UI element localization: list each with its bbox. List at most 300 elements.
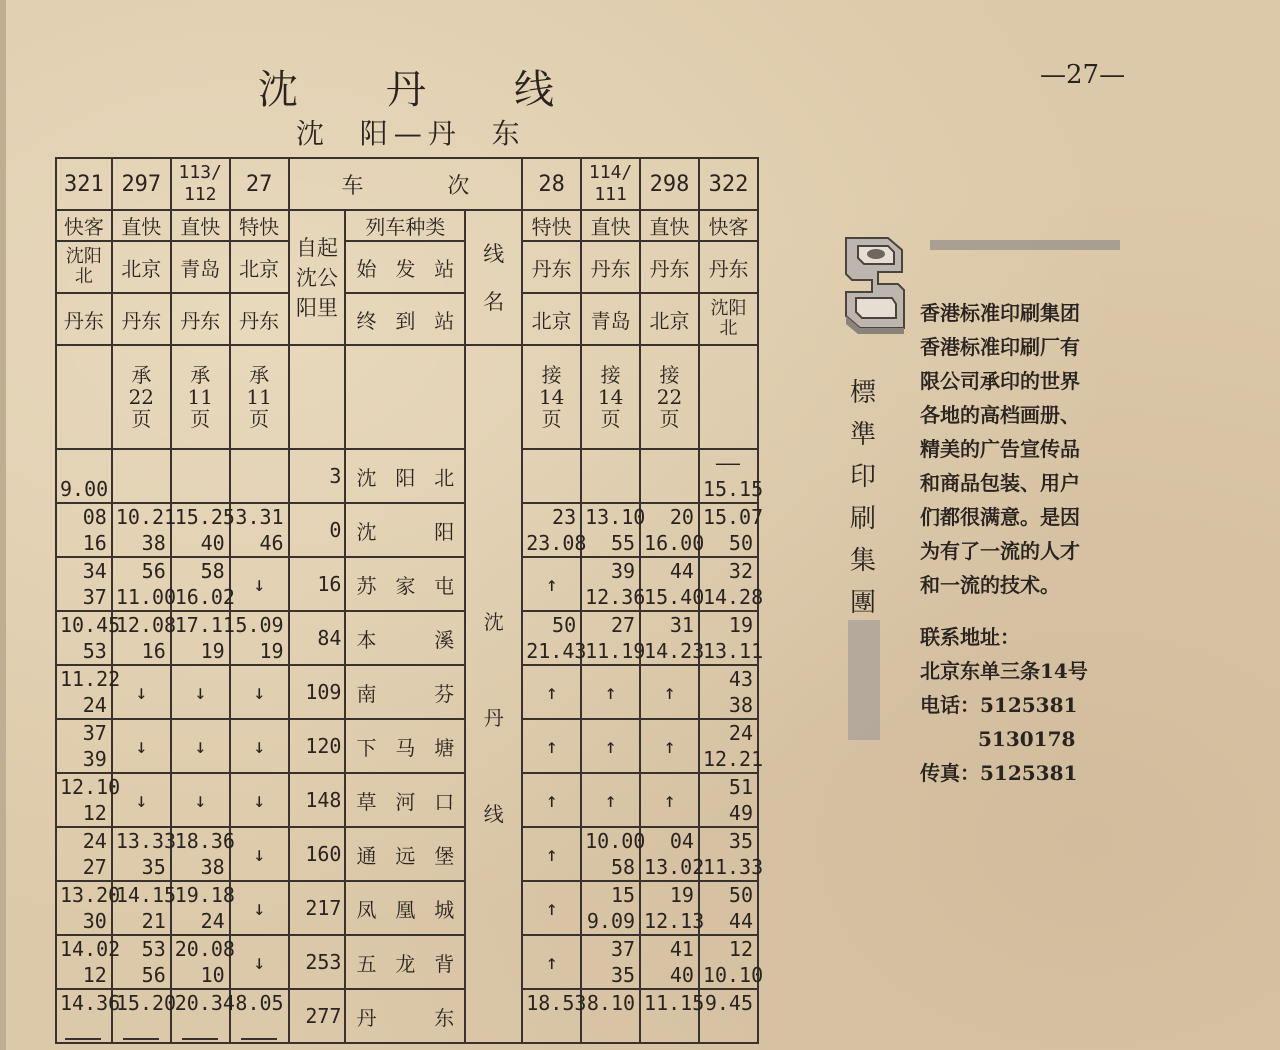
- arrival-time: 10.00: [585, 829, 646, 853]
- phone-1: 5125381: [980, 693, 1078, 717]
- arrival-time: 11.22: [60, 667, 121, 691]
- time-cell: [640, 611, 705, 665]
- departure-time: [585, 1016, 635, 1042]
- pass-through-arrow: [640, 719, 699, 773]
- pass-through-arrow: [522, 773, 581, 827]
- terminal-mark: [123, 1016, 159, 1040]
- arrow-up-icon: ↑: [545, 734, 558, 758]
- time-cell: [56, 557, 112, 611]
- departure-time: 50: [728, 531, 753, 555]
- title-char-1: 沈: [258, 67, 298, 113]
- page-reference: 承 22 页: [112, 345, 171, 449]
- arrival-time: 20: [669, 505, 694, 529]
- time-cell: [230, 989, 289, 1043]
- ad-line: 和商品包装、用户: [920, 471, 1080, 495]
- time-cell: [640, 827, 705, 881]
- pass-through-arrow: [230, 827, 289, 881]
- departure-time: 16: [82, 531, 107, 555]
- departure-time: [116, 476, 166, 502]
- arrow-down-icon: ↓: [135, 788, 148, 812]
- station-name: 丹东: [345, 989, 465, 1043]
- page-title: [258, 58, 554, 115]
- departure-time: 55: [610, 531, 636, 555]
- departure-time: 23.08: [526, 531, 587, 555]
- arrival-time: 19: [728, 613, 753, 637]
- time-cell: [699, 827, 764, 881]
- train-type: 直快: [640, 210, 699, 241]
- departure-time: [175, 476, 225, 502]
- arrow-down-icon: ↓: [253, 950, 266, 974]
- departure-time: 15.15: [702, 477, 764, 501]
- arrival-time: 17.11: [174, 613, 235, 637]
- arrival-time: 20.34: [174, 991, 235, 1015]
- line-name-header: 线 名: [465, 210, 522, 345]
- departure-time: 44: [728, 909, 753, 933]
- departure-time: 24: [82, 693, 107, 717]
- time-cell: [581, 935, 640, 989]
- departure-time: 53: [82, 639, 107, 663]
- origin-station: 丹东: [699, 241, 758, 293]
- departure-time: 14.23: [644, 639, 705, 663]
- arrival-time: 39: [610, 559, 636, 583]
- time-cell: [640, 881, 705, 935]
- station-name: 沈阳: [345, 503, 465, 557]
- departure-time: 40: [669, 963, 694, 987]
- time-cell: [581, 611, 646, 665]
- time-cell: [171, 449, 230, 503]
- header-origin: [56, 241, 758, 293]
- pass-through-arrow: [171, 719, 230, 773]
- departure-time: 19: [200, 639, 225, 663]
- contact-label: 联系地址：: [920, 625, 1020, 649]
- time-cell: [171, 935, 235, 989]
- arrival-time: 37: [610, 937, 636, 961]
- time-cell: [171, 827, 235, 881]
- destination-station: 北京: [640, 293, 699, 345]
- time-cell: [230, 449, 289, 503]
- arrow-down-icon: ↓: [135, 734, 148, 758]
- time-cell: [230, 611, 289, 665]
- station-row: [56, 611, 758, 665]
- ad-line: 和一流的技术。: [920, 573, 1060, 597]
- title-char-3: 线: [514, 67, 554, 113]
- destination-station: 青岛: [581, 293, 640, 345]
- time-cell: [640, 557, 705, 611]
- departure-time: 11.00: [115, 585, 177, 609]
- arrival-time: 9.45: [704, 991, 753, 1015]
- time-cell: [112, 989, 177, 1043]
- decorative-bar-vertical: [848, 620, 880, 740]
- time-cell: [699, 773, 758, 827]
- time-cell: [699, 665, 758, 719]
- departure-time: 35: [141, 855, 166, 879]
- train-type: 直快: [171, 210, 230, 241]
- arrow-up-icon: ↑: [545, 680, 558, 704]
- station-name: 通远堡: [345, 827, 465, 881]
- arrival-time: 04: [669, 829, 694, 853]
- header-train-numbers: [56, 158, 758, 210]
- contact-address: 北京东单三条14号: [920, 659, 1088, 683]
- departure-time: 39: [82, 747, 107, 771]
- departure-time: 16.02: [174, 585, 235, 609]
- time-cell: [56, 503, 112, 557]
- time-cell: [56, 827, 112, 881]
- empty-cell: [289, 345, 346, 449]
- origin-station: 丹东: [522, 241, 581, 293]
- page-reference: 接 14 页: [522, 345, 581, 449]
- time-cell: [112, 935, 171, 989]
- train-type: 直快: [581, 210, 640, 241]
- arrival-time: 12: [728, 937, 753, 961]
- station-row: [56, 665, 758, 719]
- time-cell: [699, 611, 764, 665]
- train-number: 321: [56, 158, 112, 210]
- km-value: 16: [289, 557, 346, 611]
- pass-through-arrow: [640, 773, 699, 827]
- origin-label: 始发站: [345, 241, 465, 293]
- pass-through-arrow: [230, 881, 289, 935]
- arrow-up-icon: ↑: [545, 950, 558, 974]
- spine-edge: [0, 0, 6, 1050]
- arrival-time: 5.09: [235, 613, 284, 637]
- arrival-time: 27: [610, 613, 636, 637]
- station-row: [56, 503, 758, 557]
- train-number: 297: [112, 158, 171, 210]
- departure-time: 9.00: [60, 477, 109, 501]
- station-row: [56, 449, 758, 503]
- type-label: 列车种类: [345, 210, 465, 241]
- pass-through-arrow: [640, 665, 699, 719]
- departure-time: 30: [82, 909, 107, 933]
- arrival-time: 37: [82, 721, 107, 745]
- departure-time: [644, 476, 694, 502]
- arrival-time: 12.10: [60, 775, 121, 799]
- ad-body: [920, 296, 1080, 602]
- station-row: [56, 557, 758, 611]
- km-value: 120: [289, 719, 346, 773]
- arrival-time: 34: [82, 559, 107, 583]
- train-type: 直快: [112, 210, 171, 241]
- arrival-time: [585, 450, 635, 476]
- arrival-time: 19.18: [174, 883, 235, 907]
- brand-char: 印: [849, 462, 876, 492]
- pass-through-arrow: [112, 719, 171, 773]
- km-header: 自起 沈公 阳里: [289, 210, 346, 345]
- ad-line: 香港标准印刷集团: [920, 301, 1080, 325]
- time-cell: [112, 611, 177, 665]
- arrival-time: 53: [141, 937, 166, 961]
- phone-label: 电话：: [920, 693, 980, 717]
- arrival-time: 50: [728, 883, 753, 907]
- station-row: [56, 881, 758, 935]
- arrival-time: 12.08: [115, 613, 177, 637]
- departure-time: 12.21: [702, 747, 764, 771]
- brand-char: 刷: [849, 504, 876, 534]
- train-type: 特快: [230, 210, 289, 241]
- time-cell: [112, 881, 177, 935]
- departure-time: 15.40: [644, 585, 705, 609]
- station-row: [56, 773, 758, 827]
- time-cell: [56, 989, 121, 1043]
- departure-time: 27: [82, 855, 107, 879]
- departure-time: 12: [82, 801, 107, 825]
- terminal-mark: [182, 1016, 218, 1040]
- arrival-time: 14.36: [60, 991, 121, 1015]
- pass-through-arrow: [230, 935, 289, 989]
- pass-through-arrow: [522, 935, 581, 989]
- departure-time: 56: [141, 963, 166, 987]
- arrow-up-icon: ↑: [545, 788, 558, 812]
- origin-station: 丹东: [581, 241, 640, 293]
- arrival-time: 15.20: [115, 991, 177, 1015]
- time-cell: [699, 989, 758, 1043]
- arrival-time: 18.53: [526, 991, 587, 1015]
- page-number: —27—: [1040, 60, 1126, 90]
- train-type: 快客: [56, 210, 112, 241]
- arrow-up-icon: ↑: [545, 842, 558, 866]
- time-cell: [581, 989, 640, 1043]
- train-number: 298: [640, 158, 699, 210]
- time-cell: [699, 503, 764, 557]
- departure-time: 21: [141, 909, 166, 933]
- ad-contact: [920, 620, 1088, 790]
- time-cell: [230, 503, 289, 557]
- pass-through-arrow: [230, 665, 289, 719]
- header-destination: [56, 293, 758, 345]
- time-cell: [112, 827, 177, 881]
- arrow-up-icon: ↑: [545, 896, 558, 920]
- time-cell: [581, 881, 640, 935]
- departure-time: 21.43: [526, 639, 587, 663]
- pass-through-arrow: [230, 557, 289, 611]
- time-cell: [56, 935, 121, 989]
- time-cell: [56, 449, 112, 503]
- arrow-up-icon: ↑: [604, 734, 617, 758]
- km-value: 217: [289, 881, 346, 935]
- destination-station: 丹东: [112, 293, 171, 345]
- arrival-time: 51: [728, 775, 753, 799]
- station-name: 南芬: [345, 665, 465, 719]
- departure-time: 37: [82, 585, 107, 609]
- arrival-time: [234, 450, 284, 476]
- contact-fax: [920, 756, 1088, 790]
- pass-through-arrow: [230, 719, 289, 773]
- time-cell: [699, 449, 764, 503]
- departure-time: [585, 476, 635, 502]
- departure-time: 13.02: [644, 855, 705, 879]
- arrow-down-icon: ↓: [253, 842, 266, 866]
- time-cell: [581, 449, 640, 503]
- line-name: 沈 丹 线: [465, 345, 522, 1043]
- ad-line: 香港标准印刷厂有: [920, 335, 1080, 359]
- arrival-time: 3.31: [235, 505, 284, 529]
- origin-station: 北京: [112, 241, 171, 293]
- arrival-time: 50: [552, 613, 577, 637]
- origin-station: 丹东: [640, 241, 699, 293]
- km-value: 0: [289, 503, 346, 557]
- departure-time: 10.10: [702, 963, 764, 987]
- pass-through-arrow: [171, 773, 230, 827]
- brand-char: 集: [849, 546, 876, 576]
- train-number: 114/ 111: [581, 158, 640, 210]
- terminal-mark: [65, 1016, 101, 1040]
- departure-time: 9.09: [586, 909, 636, 933]
- brand-vertical: [848, 372, 878, 624]
- time-cell: [699, 881, 758, 935]
- station-row: [56, 827, 758, 881]
- arrow-down-icon: ↓: [194, 734, 207, 758]
- time-cell: [56, 611, 121, 665]
- departure-time: [60, 1016, 107, 1042]
- page-reference: 承 11 页: [230, 345, 289, 449]
- departure-time: 49: [728, 801, 753, 825]
- arrival-time: 13.20: [60, 883, 121, 907]
- phone-2: 5130178: [978, 727, 1076, 751]
- departure-time: 12.13: [644, 909, 705, 933]
- time-cell: [56, 665, 121, 719]
- arrival-time: 24: [82, 829, 107, 853]
- arrival-time: 31: [669, 613, 694, 637]
- arrival-time: 14.02: [60, 937, 121, 961]
- arrival-time: 15.25: [174, 505, 235, 529]
- departure-time: [526, 1016, 576, 1042]
- km-value: 84: [289, 611, 346, 665]
- time-cell: [522, 989, 587, 1043]
- arrival-time: 10.21: [115, 505, 177, 529]
- ad-line: 们都很满意。是因: [920, 505, 1080, 529]
- arrow-down-icon: ↓: [135, 680, 148, 704]
- departure-time: 40: [200, 531, 225, 555]
- departure-time: [644, 1016, 694, 1042]
- time-cell: [581, 827, 646, 881]
- train-type: 特快: [522, 210, 581, 241]
- arrow-up-icon: ↑: [545, 572, 558, 596]
- destination-station: 丹东: [56, 293, 112, 345]
- km-value: 109: [289, 665, 346, 719]
- pass-through-arrow: [581, 719, 640, 773]
- pass-through-arrow: [522, 665, 581, 719]
- destination-station: 丹东: [230, 293, 289, 345]
- departure-time: 38: [200, 855, 225, 879]
- time-cell: [171, 989, 235, 1043]
- train-number: 322: [699, 158, 758, 210]
- station-name: 凤凰城: [345, 881, 465, 935]
- arrow-down-icon: ↓: [253, 896, 266, 920]
- time-cell: [640, 935, 699, 989]
- time-cell: [171, 881, 235, 935]
- departure-time: 13.11: [702, 639, 764, 663]
- arrival-time: 15: [610, 883, 636, 907]
- arrival-time: [116, 450, 166, 476]
- arrival-time: 13.33: [115, 829, 177, 853]
- arrival-time: 23: [552, 505, 577, 529]
- time-cell: [699, 719, 764, 773]
- arrow-down-icon: ↓: [253, 788, 266, 812]
- arrival-time: 35: [728, 829, 753, 853]
- arrow-up-icon: ↑: [604, 788, 617, 812]
- station-name: 五龙背: [345, 935, 465, 989]
- fax-label: 传真：: [920, 761, 980, 785]
- arrow-down-icon: ↓: [253, 680, 266, 704]
- pass-through-arrow: [581, 773, 640, 827]
- destination-station: 北京: [522, 293, 581, 345]
- departure-time: 12: [82, 963, 107, 987]
- origin-station: 青岛: [171, 241, 230, 293]
- pass-through-arrow: [522, 827, 581, 881]
- timetable: [55, 157, 764, 1044]
- destination-station: 沈阳 北: [699, 293, 758, 345]
- ad-line: 为有了一流的人才: [920, 539, 1080, 563]
- departure-time: [526, 476, 576, 502]
- departure-time: [234, 476, 284, 502]
- departure-time: [703, 1016, 753, 1042]
- arrival-time: 13.10: [585, 505, 646, 529]
- time-cell: [56, 773, 121, 827]
- time-cell: [581, 557, 646, 611]
- departure-time: 14.28: [702, 585, 764, 609]
- time-cell: [640, 503, 705, 557]
- station-row: [56, 935, 758, 989]
- arrival-time: 18.36: [174, 829, 235, 853]
- arrival-time: [644, 450, 694, 476]
- decorative-bar: [930, 240, 1120, 250]
- arrow-up-icon: ↑: [604, 680, 617, 704]
- origin-station: 沈阳 北: [56, 241, 112, 293]
- arrival-time: 19: [669, 883, 694, 907]
- km-value: 160: [289, 827, 346, 881]
- arrival-time: 58: [200, 559, 225, 583]
- time-cell: [640, 989, 705, 1043]
- notes-row: [56, 345, 758, 449]
- arrival-time: [526, 450, 576, 476]
- departure-time: 16.00: [644, 531, 705, 555]
- departure-time: 12.36: [585, 585, 646, 609]
- departure-time: 58: [610, 855, 636, 879]
- arrival-time: 8.10: [586, 991, 636, 1015]
- departure-time: 16: [141, 639, 166, 663]
- terminal-mark: [241, 1016, 277, 1040]
- arrival-time: 08: [82, 505, 107, 529]
- km-value: 277: [289, 989, 346, 1043]
- brand-char: 準: [849, 420, 876, 450]
- pass-through-arrow: [230, 773, 289, 827]
- time-cell: [699, 557, 764, 611]
- departure-time: [116, 1016, 166, 1042]
- pass-through-arrow: [581, 665, 640, 719]
- arrow-up-icon: ↑: [663, 734, 676, 758]
- time-cell: [171, 503, 235, 557]
- time-cell: [56, 719, 112, 773]
- arrow-up-icon: ↑: [663, 788, 676, 812]
- page-reference: [56, 345, 112, 449]
- time-cell: [581, 503, 646, 557]
- brand-char: 標: [849, 378, 876, 408]
- pass-through-arrow: [112, 665, 171, 719]
- page-reference: 承 11 页: [171, 345, 230, 449]
- arrival-time: 20.08: [174, 937, 235, 961]
- arrival-time: 8.05: [235, 991, 284, 1015]
- km-value: 253: [289, 935, 346, 989]
- arrow-down-icon: ↓: [194, 788, 207, 812]
- time-cell: [640, 449, 699, 503]
- pass-through-arrow: [112, 773, 171, 827]
- arrival-time: 14.15: [115, 883, 177, 907]
- arrival-time: 32: [728, 559, 753, 583]
- arrow-down-icon: ↓: [253, 734, 266, 758]
- time-cell: [171, 557, 235, 611]
- arrow-up-icon: ↑: [663, 680, 676, 704]
- station-row: [56, 719, 758, 773]
